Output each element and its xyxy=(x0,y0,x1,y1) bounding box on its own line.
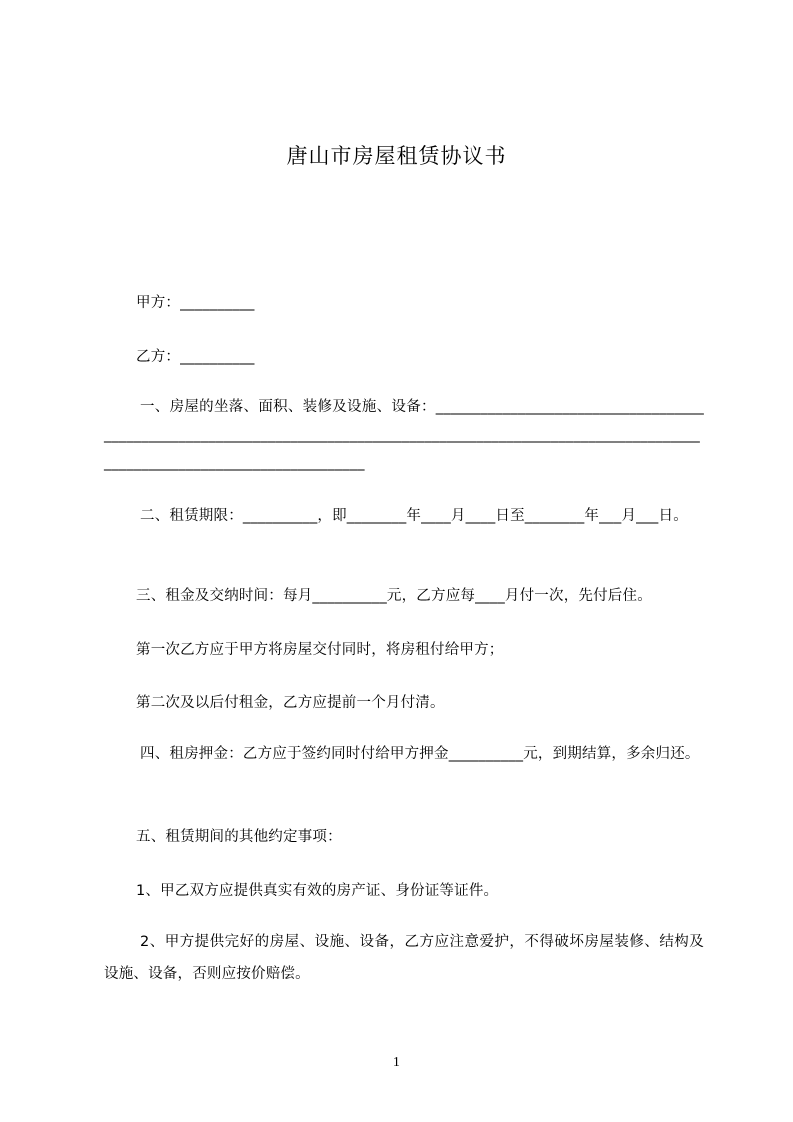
clause-2-lease-term: 二、租赁期限：__________，即________年____月____日至________年___月___日。 xyxy=(140,508,688,524)
page-number: 1 xyxy=(392,1055,401,1070)
clause-3-first-payment: 第一次乙方应于甲方将房屋交付同时，将房租付给甲方； xyxy=(136,642,504,658)
clause-3-subsequent-payment: 第二次及以后付租金，乙方应提前一个月付清。 xyxy=(136,695,445,711)
party-b-line: 乙方：__________ xyxy=(136,349,255,365)
clause-1-premises: 一、房屋的坐落、面积、装修及设施、设备：_______________________________________________________________________________________________________________________________________________________ xyxy=(104,399,704,471)
clause-3-rent: 三、租金及交纳时间：每月__________元，乙方应每____月付一次，先付后住。 xyxy=(136,588,652,604)
document-title: 唐山市房屋租赁协议书 xyxy=(286,144,507,168)
clause-5-heading: 五、租赁期间的其他约定事项： xyxy=(136,829,342,845)
clause-5-item-1: 1、甲乙双方应提供真实有效的房产证、身份证等证件。 xyxy=(136,883,499,899)
clause-5-item-2: 2、甲方提供完好的房屋、设施、设备，乙方应注意爱护，不得破坏房屋装修、结构及设施、设备，否则应按价赔偿。 xyxy=(104,934,704,982)
party-a-line: 甲方：__________ xyxy=(136,295,255,311)
clause-4-deposit: 四、租房押金：乙方应于签约同时付给甲方押金__________元，到期结算，多余归还。 xyxy=(140,746,700,762)
